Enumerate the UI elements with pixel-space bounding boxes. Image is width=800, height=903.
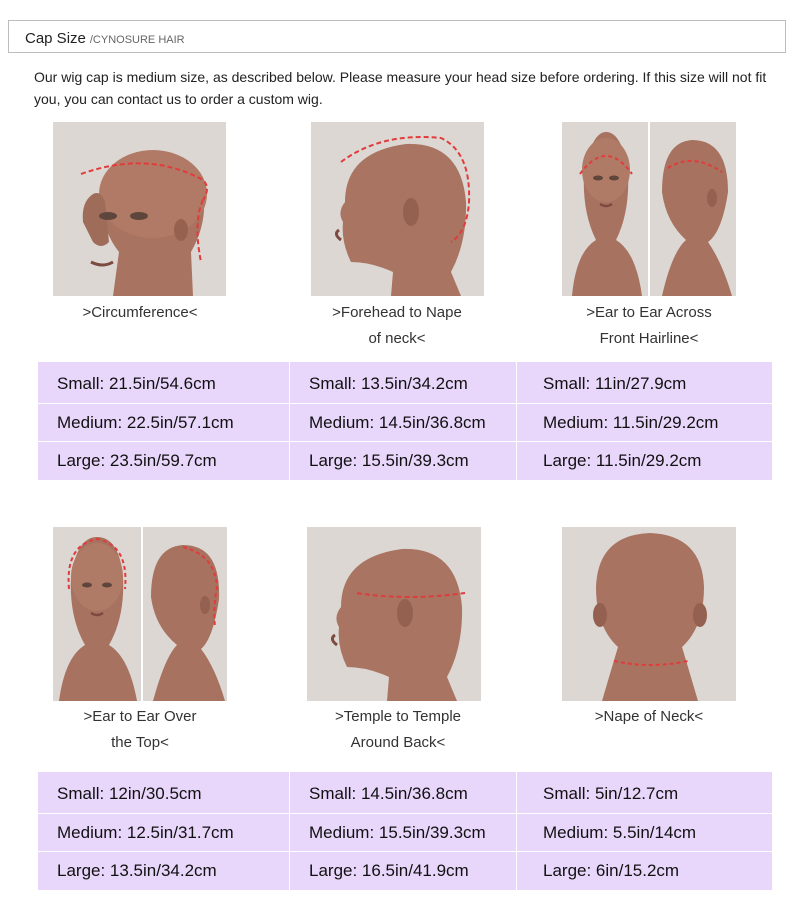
caption-line: of neck< (368, 330, 426, 347)
table-cell: Small: 12in/30.5cm (57, 784, 202, 803)
forehead-to-nape-caption (297, 300, 497, 352)
caption-line: the Top< (111, 734, 169, 751)
bottom-size-table (38, 772, 772, 890)
ear-to-ear-top-photo (53, 527, 227, 701)
caption-line: Around Back< (350, 734, 446, 751)
table-cell: Medium: 14.5in/36.8cm (309, 413, 486, 432)
ear-to-ear-front-caption (549, 300, 749, 352)
table-row (38, 851, 772, 890)
table-cell: Medium: 12.5in/31.7cm (57, 823, 234, 842)
intro-text: Our wig cap is medium size, as described below. Please measure your head size before ordering. If this size will not fit you, you can contact us to order a custom wig. (34, 69, 767, 107)
header-title (25, 30, 185, 47)
table-row (38, 775, 772, 813)
circumference-caption (40, 300, 240, 326)
table-cell: Small: 5in/12.7cm (543, 784, 679, 803)
caption-line: >Temple to Temple (334, 708, 462, 725)
table-cell: Large: 13.5in/34.2cm (57, 861, 217, 880)
table-cell: Large: 23.5in/59.7cm (57, 451, 217, 470)
temple-to-temple-caption (298, 704, 498, 756)
table-row (38, 813, 772, 852)
top-size-table (38, 362, 772, 480)
ear-to-ear-front-photo (562, 122, 736, 296)
caption-line: >Circumference< (82, 304, 198, 321)
table-row (38, 365, 772, 403)
caption-line: >Nape of Neck< (594, 708, 704, 725)
caption-line: Front Hairline< (599, 330, 699, 347)
table-cell: Medium: 5.5in/14cm (543, 823, 697, 842)
cap-size-header (8, 20, 786, 53)
table-cell: Medium: 15.5in/39.3cm (309, 823, 486, 842)
table-cell: Small: 14.5in/36.8cm (309, 784, 468, 803)
table-cell: Small: 11in/27.9cm (543, 374, 687, 393)
temple-to-temple-photo (307, 527, 481, 701)
table-cell: Large: 15.5in/39.3cm (309, 451, 469, 470)
header-title-text: Cap Size (25, 30, 86, 47)
ear-to-ear-top-caption (40, 704, 240, 756)
table-cell: Large: 16.5in/41.9cm (309, 861, 469, 880)
caption-line: >Ear to Ear Across (586, 304, 712, 321)
caption-line: >Ear to Ear Over (83, 708, 197, 725)
table-row (38, 441, 772, 480)
table-cell: Large: 11.5in/29.2cm (543, 451, 702, 470)
table-cell: Small: 13.5in/34.2cm (309, 374, 468, 393)
table-row (38, 403, 772, 442)
table-cell: Small: 21.5in/54.6cm (57, 374, 216, 393)
nape-of-neck-photo (562, 527, 736, 701)
forehead-to-nape-photo (311, 122, 484, 296)
circumference-photo (53, 122, 226, 296)
table-cell: Medium: 22.5in/57.1cm (57, 413, 234, 432)
table-cell: Large: 6in/15.2cm (543, 861, 680, 880)
nape-of-neck-caption (549, 704, 749, 730)
table-cell: Medium: 11.5in/29.2cm (543, 413, 719, 432)
header-subtitle: /CYNOSURE HAIR (89, 34, 185, 46)
caption-line: >Forehead to Nape (332, 304, 462, 321)
